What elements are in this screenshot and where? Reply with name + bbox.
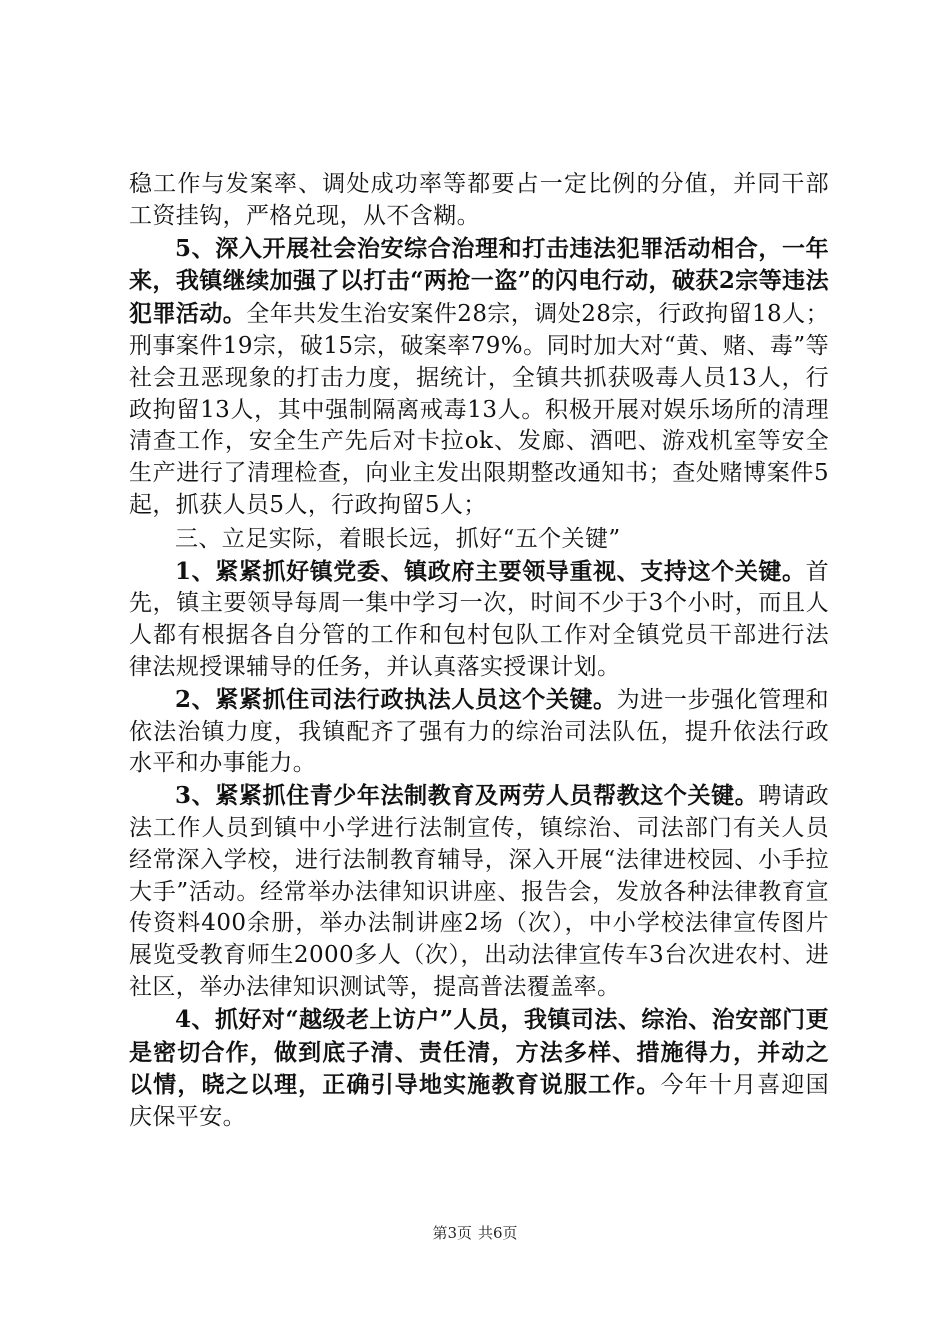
section-heading-text: 三、立足实际，着眼长远，抓好“五个关键”: [175, 525, 621, 552]
paragraph-text: 聘请政法工作人员到镇中小学进行法制宣传，镇综治、司法部门有关人员经常深入学校，进行法制教育辅导，深入开展“法律进校园、小手拉大手”活动。经常举办法律知识讲座、报告会，发放各种法律教育宣传资料400余册，举办法制讲座2场（次），中小学校法律宣传图片展览受教育师生2000多人（次），出动法律宣传车3台次进农村、进社区，举办法律知识测试等，提高普法覆盖率。: [129, 783, 829, 1000]
page-footer: [0, 1222, 950, 1243]
paragraph-lead: 3、紧紧抓住青少年法制教育及两劳人员帮教这个关键。: [175, 782, 759, 810]
paragraph-key-2: [129, 684, 829, 780]
paragraph-lead: 2、紧紧抓住司法行政执法人员这个关键。: [175, 685, 617, 713]
document-body: [129, 168, 829, 1134]
paragraph-text: 为进一步强化管理和依法治镇力度，我镇配齐了强有力的综治司法队伍，提升依法行政水平和办事能力。: [129, 686, 829, 777]
paragraph-item-5: [129, 233, 829, 522]
paragraph-lead: 4、抓好对“越级老上访户”人员，我镇司法、综治、治安部门更是密切合作，做到底子清、责任清，方法多样、措施得力，并动之以情，晓之以理，正确引导地实施教育说服工作。: [129, 1005, 829, 1099]
paragraph-text: 今年十月喜迎国庆保平安。: [129, 1072, 829, 1131]
page-number: 第3页: [432, 1224, 472, 1242]
paragraph-continuation: [129, 168, 829, 233]
paragraph-lead: 5、深入开展社会治安综合治理和打击违法犯罪活动相合，一年来，我镇继续加强了以打击“两抢一盗”的闪电行动，破获2宗等违法犯罪活动。: [129, 234, 829, 328]
section-heading-three: [129, 523, 829, 556]
page-total: 共6页: [478, 1224, 518, 1242]
paragraph-text: 首先，镇主要领导每周一集中学习一次，时间不少于3个小时，而且人人都有根据各自分管的工作和包村包队工作对全镇党员干部进行法律法规授课辅导的任务，并认真落实授课计划。: [129, 558, 829, 680]
paragraph-text: 稳工作与发案率、调处成功率等都要占一定比例的分值，并同干部工资挂钩，严格兑现，从不含糊。: [129, 171, 829, 229]
paragraph-key-1: [129, 556, 829, 684]
paragraph-key-4: [129, 1004, 829, 1134]
paragraph-lead: 1、紧紧抓好镇党委、镇政府主要领导重视、支持这个关键。: [175, 557, 806, 585]
paragraph-key-3: [129, 780, 829, 1004]
paragraph-text: 全年共发生治安案件28宗，调处28宗，行政拘留18人；刑事案件19宗，破15宗，破案率79%。同时加大对“黄、赌、毒”等社会丑恶现象的打击力度，据统计，全镇共抓获吸毒人员13人，行政拘留13人，其中强制隔离戒毒13人。积极开展对娱乐场所的清理清查工作，安全生产先后对卡拉ok、发廊、酒吧、游戏机室等安全生产进行了清理检查，向业主发出限期整改通知书；查处赌博案件5起，抓获人员5人，行政拘留5人；: [129, 301, 829, 518]
